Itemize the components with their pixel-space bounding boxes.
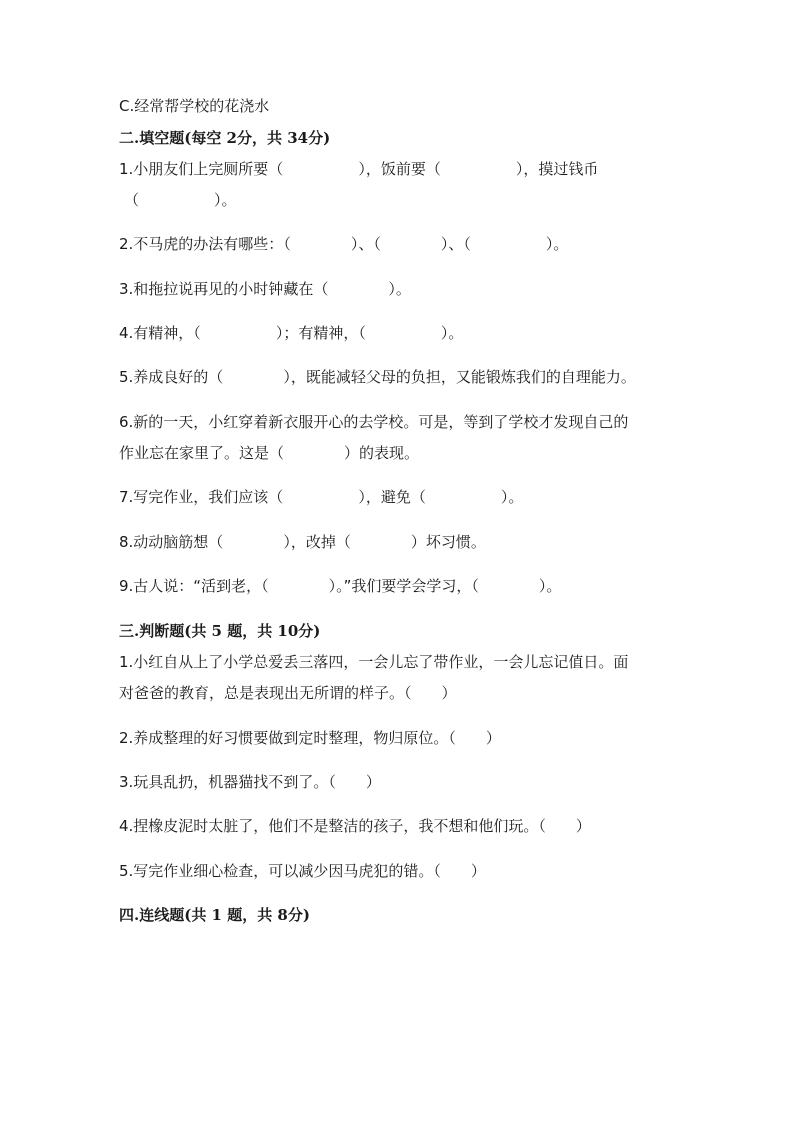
section-heading-matching: 四.连线题(共 1 题，共 8分) — [119, 906, 310, 924]
question-text: 1.小红自从上了小学总爱丢三落四，一会儿忘了带作业，一会儿忘记值日。面 — [119, 653, 629, 671]
option-c: C.经常帮学校的花浇水 — [119, 97, 270, 115]
question-text: （ ）。 — [124, 191, 237, 209]
section-heading-fill-blank: 二.填空题(每空 2分，共 34分) — [119, 129, 331, 147]
section-heading-true-false: 三.判断题(共 5 题，共 10分) — [119, 622, 321, 640]
question-text: 3.玩具乱扔，机器猫找不到了。（ ） — [119, 773, 381, 791]
question-text: 4.有精神，（ ）；有精神，（ ）。 — [119, 324, 464, 342]
question-text: 1.小朋友们上完厕所要（ ），饭前要（ ），摸过钱币 — [119, 160, 599, 178]
question-text: 7.写完作业，我们应该（ ），避免（ ）。 — [119, 488, 524, 506]
question-text: 2.不马虎的办法有哪些：（ ）、（ ）、（ ）。 — [119, 235, 569, 253]
question-text: 对爸爸的教育，总是表现出无所谓的样子。（ ） — [119, 684, 457, 702]
question-text: 5.写完作业细心检查，可以减少因马虎犯的错。（ ） — [119, 862, 486, 880]
question-text: 9.古人说：“活到老，（ ）。”我们要学会学习，（ ）。 — [119, 577, 562, 595]
question-text: 2.养成整理的好习惯要做到定时整理，物归原位。（ ） — [119, 729, 501, 747]
question-text: 6.新的一天，小红穿着新衣服开心的去学校。可是，等到了学校才发现自己的 — [119, 413, 629, 431]
question-text: 3.和拖拉说再见的小时钟藏在（ ）。 — [119, 280, 411, 298]
question-text: 5.养成良好的（ ），既能减轻父母的负担，又能锻炼我们的自理能力。 — [119, 368, 636, 386]
question-text: 作业忘在家里了。这是（ ）的表现。 — [119, 444, 420, 462]
question-text: 4.捏橡皮泥时太脏了，他们不是整洁的孩子，我不想和他们玩。（ ） — [119, 817, 591, 835]
question-text: 8.动动脑筋想（ ），改掉（ ）坏习惯。 — [119, 533, 486, 551]
